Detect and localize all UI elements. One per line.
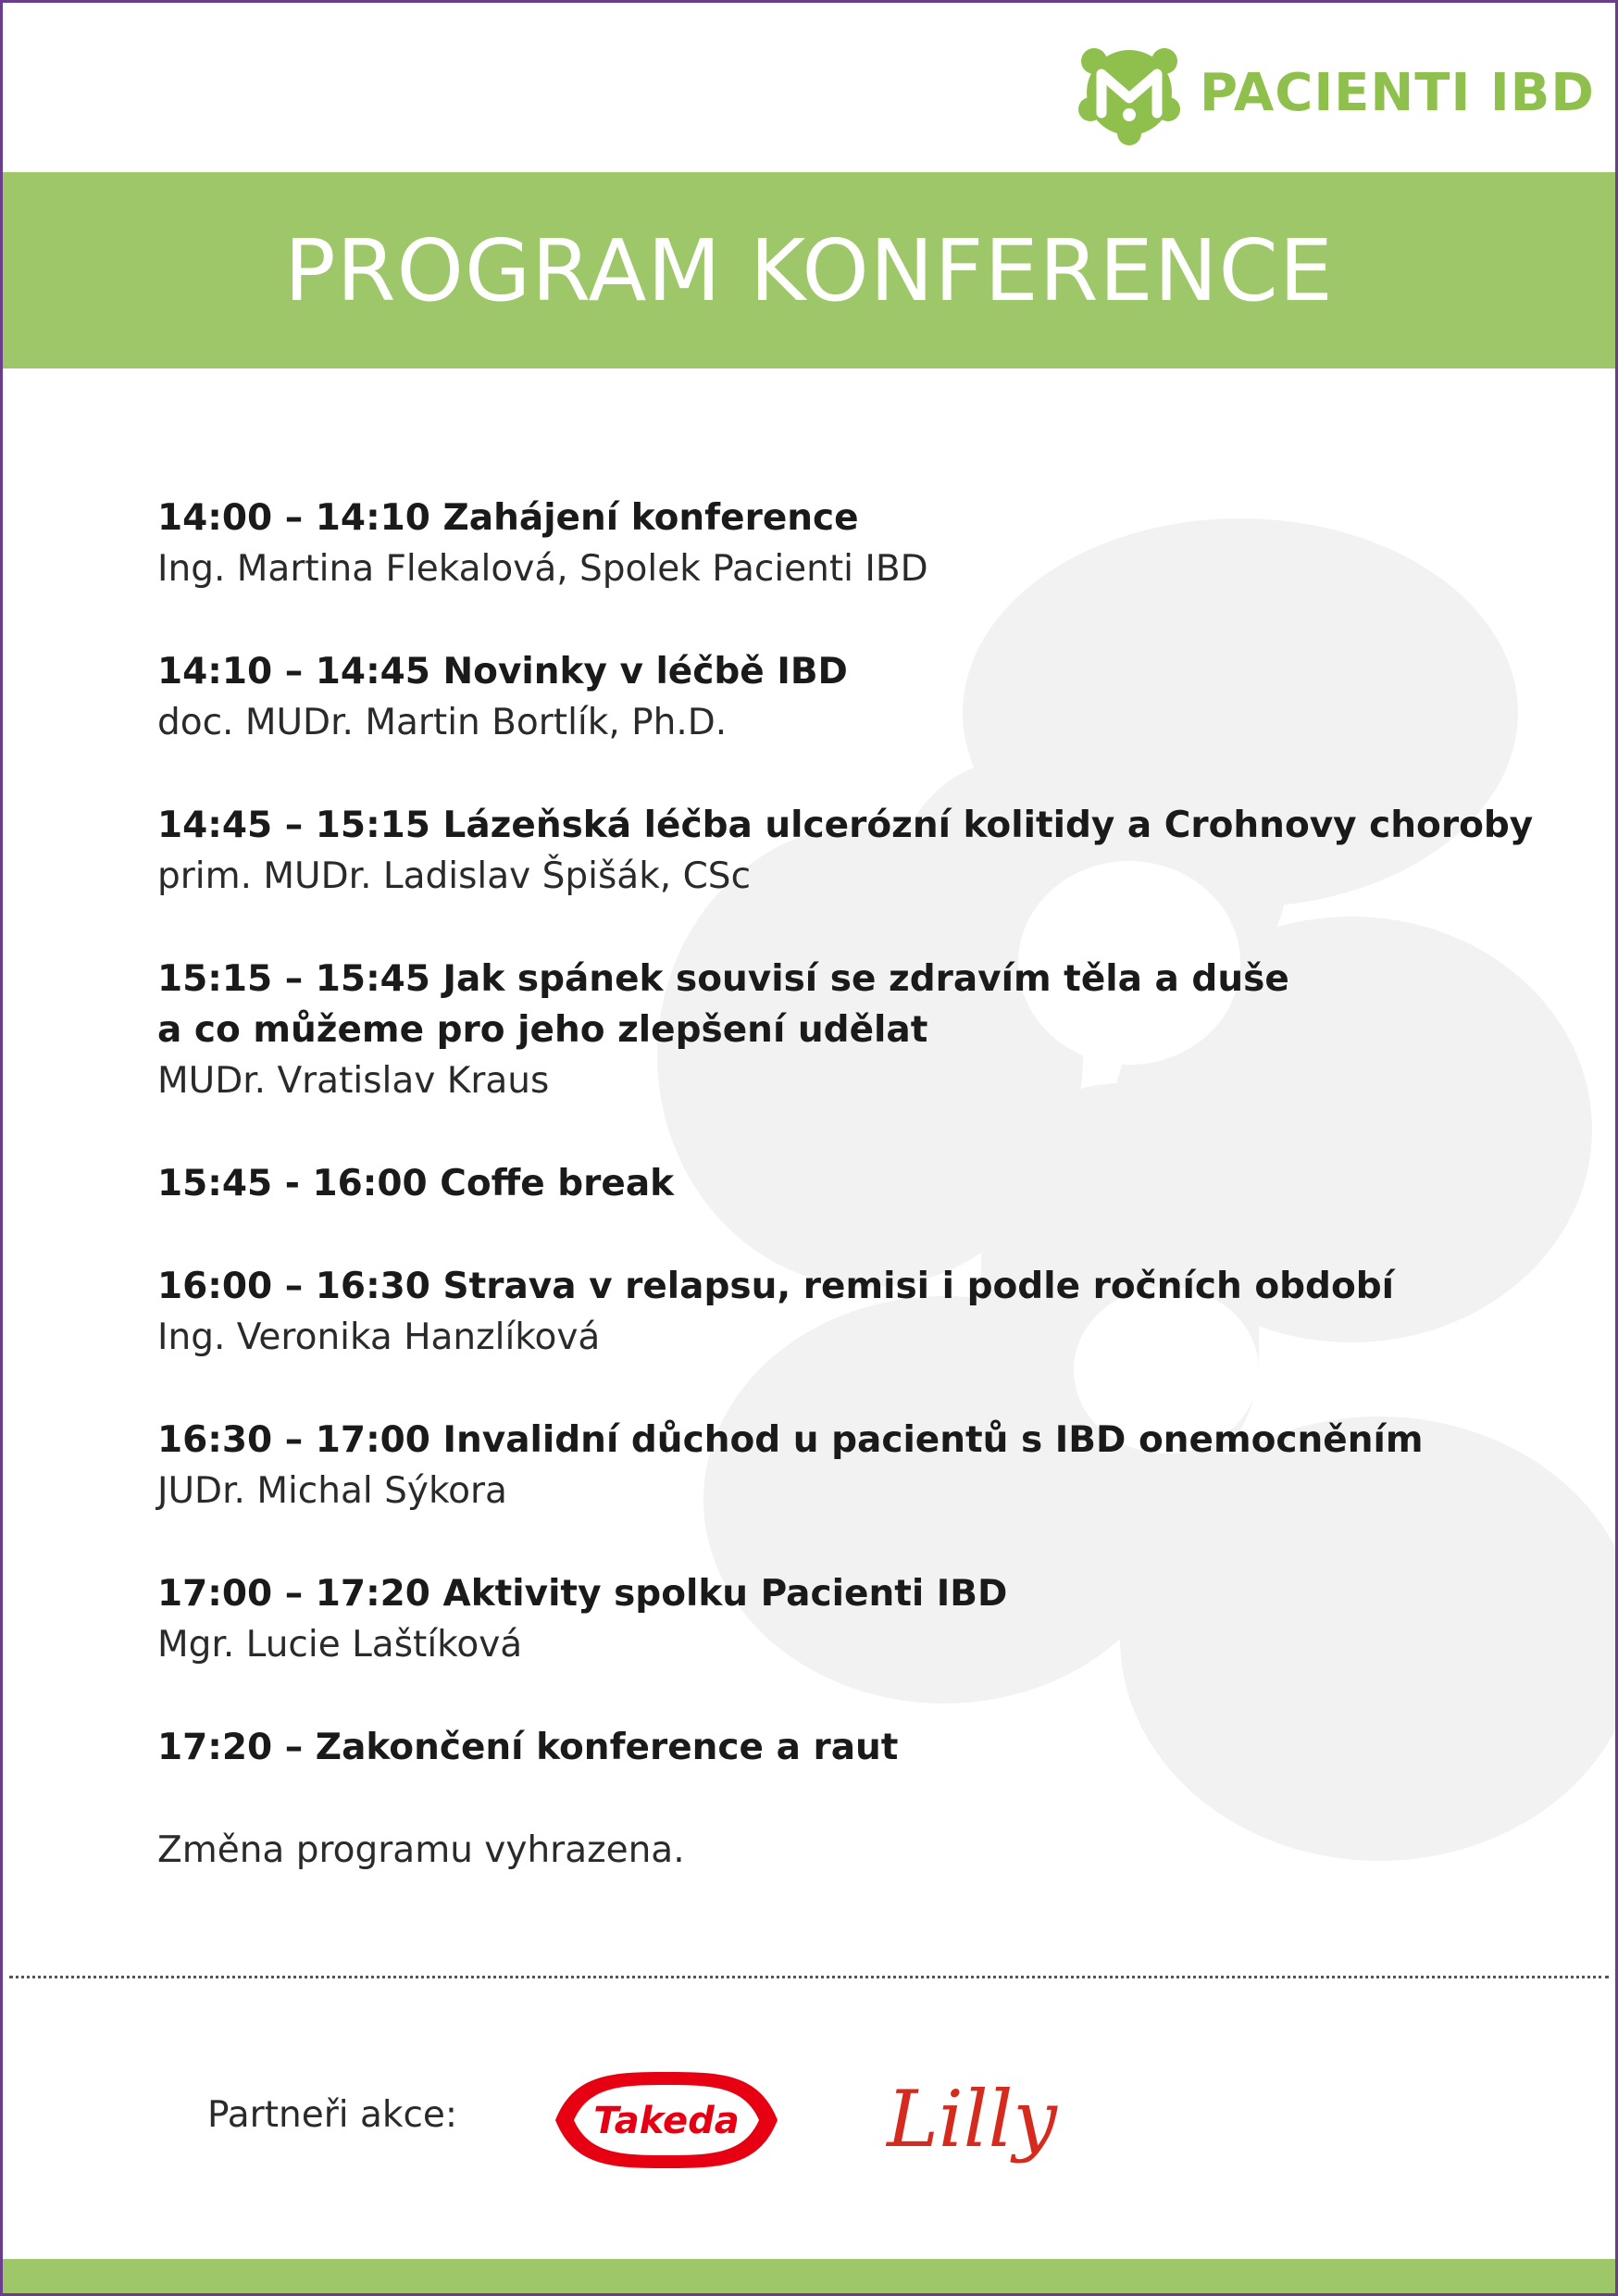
program-item-title: 15:15 – 15:45 Jak spánek souvisí se zdravím těla a duše xyxy=(157,958,1289,1000)
program-item xyxy=(157,954,1453,1106)
program-item-speaker: Ing. Veronika Hanzlíková xyxy=(157,1316,601,1358)
takeda-logo xyxy=(546,2066,787,2174)
title-banner xyxy=(3,172,1615,368)
program-item xyxy=(157,1568,1453,1670)
brand-logo xyxy=(1074,37,1595,148)
program-item-title: 14:45 – 15:15 Lázeňská léčba ulcerózní kolitidy a Crohnovy choroby xyxy=(157,805,1534,846)
program-item xyxy=(157,1261,1453,1363)
program-item xyxy=(157,1415,1453,1516)
program-list xyxy=(157,493,1534,1876)
partners-label: Partneři akce: xyxy=(207,2094,458,2136)
program-item-title: 16:30 – 17:00 Invalidní důchod u pacientů s IBD onemocněním xyxy=(157,1419,1424,1461)
program-item-title-continued: a co můžeme pro jeho zlepšení udělat xyxy=(157,1009,928,1051)
program-item-title: 14:00 – 14:10 Zahájení konference xyxy=(157,497,859,539)
program-item xyxy=(157,1158,1453,1209)
footer-bar xyxy=(3,2259,1615,2293)
page-title: PROGRAM KONFERENCE xyxy=(284,220,1334,320)
program-item-title: 17:00 – 17:20 Aktivity spolku Pacienti IBD xyxy=(157,1573,1008,1615)
program-item xyxy=(157,1722,1453,1773)
lilly-logo xyxy=(870,2057,1074,2187)
program-item-speaker: MUDr. Vratislav Kraus xyxy=(157,1060,550,1102)
program-item xyxy=(157,646,1453,748)
intestine-logo-icon xyxy=(1074,37,1185,148)
program-item-title: 16:00 – 16:30 Strava v relapsu, remisi i podle ročních období xyxy=(157,1266,1395,1307)
brand-name: PACIENTI IBD xyxy=(1200,62,1595,123)
lilly-logo-text: Lilly xyxy=(887,2074,1057,2165)
program-item-speaker: prim. MUDr. Ladislav Špišák, CSc xyxy=(157,855,752,897)
program-item-title: 17:20 – Zakončení konference a raut xyxy=(157,1727,899,1768)
program-item xyxy=(157,493,1453,594)
program-item xyxy=(157,800,1534,902)
program-item-title: 15:45 - 16:00 Coffe break xyxy=(157,1163,675,1204)
takeda-logo-text: Takeda xyxy=(593,2100,740,2142)
program-change-note: Změna programu vyhrazena. xyxy=(157,1829,685,1871)
program-item-speaker: Mgr. Lucie Laštíková xyxy=(157,1624,523,1666)
program-item-title: 14:10 – 14:45 Novinky v léčbě IBD xyxy=(157,651,848,693)
program-item-speaker: doc. MUDr. Martin Bortlík, Ph.D. xyxy=(157,702,728,743)
program-item-speaker: Ing. Martina Flekalová, Spolek Pacienti IBD xyxy=(157,548,928,590)
dotted-divider xyxy=(9,1976,1609,1978)
program-item-speaker: JUDr. Michal Sýkora xyxy=(157,1470,507,1512)
